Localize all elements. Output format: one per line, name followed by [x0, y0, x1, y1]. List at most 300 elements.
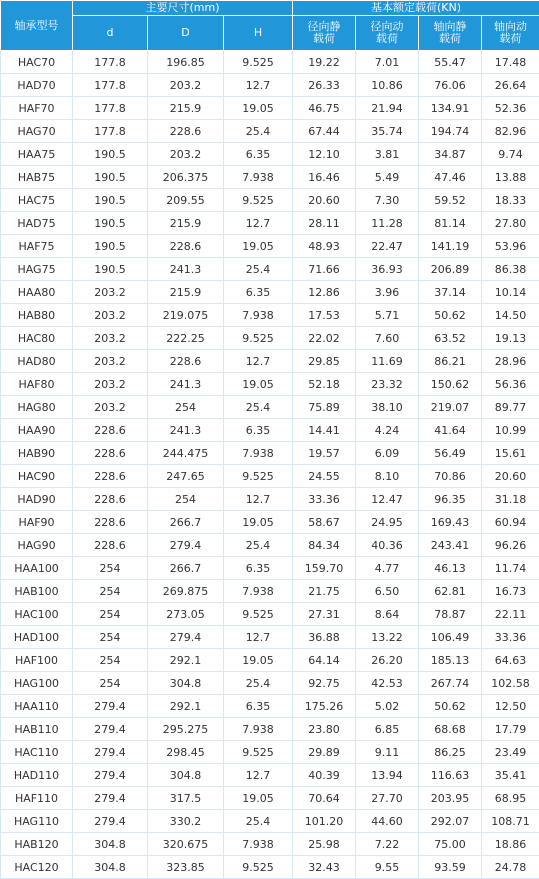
cell-D: 323.85	[148, 856, 224, 879]
cell-radial-static: 25.98	[293, 833, 356, 856]
cell-radial-static: 75.89	[293, 396, 356, 419]
cell-model: HAG70	[1, 120, 73, 143]
cell-d: 203.2	[73, 350, 148, 373]
cell-radial-dynamic: 7.01	[356, 51, 419, 74]
cell-H: 25.4	[224, 120, 293, 143]
table-row	[1, 396, 539, 419]
cell-radial-dynamic: 27.70	[356, 787, 419, 810]
cell-d: 177.8	[73, 120, 148, 143]
cell-radial-static: 29.85	[293, 350, 356, 373]
table-row	[1, 649, 539, 672]
cell-axial-static: 185.13	[419, 649, 482, 672]
cell-H: 25.4	[224, 672, 293, 695]
cell-axial-dynamic: 64.63	[482, 649, 539, 672]
cell-H: 6.35	[224, 281, 293, 304]
cell-axial-dynamic: 11.74	[482, 557, 539, 580]
cell-d: 190.5	[73, 143, 148, 166]
cell-axial-dynamic: 26.64	[482, 74, 539, 97]
cell-radial-dynamic: 38.10	[356, 396, 419, 419]
cell-axial-dynamic: 68.95	[482, 787, 539, 810]
cell-axial-dynamic: 16.73	[482, 580, 539, 603]
table-body	[1, 51, 539, 879]
cell-d: 190.5	[73, 212, 148, 235]
cell-radial-dynamic: 24.95	[356, 511, 419, 534]
cell-model: HAD90	[1, 488, 73, 511]
cell-axial-static: 41.64	[419, 419, 482, 442]
cell-model: HAC100	[1, 603, 73, 626]
cell-radial-dynamic: 4.77	[356, 557, 419, 580]
cell-radial-static: 33.36	[293, 488, 356, 511]
cell-D: 241.3	[148, 419, 224, 442]
cell-axial-static: 243.41	[419, 534, 482, 557]
cell-axial-static: 116.63	[419, 764, 482, 787]
cell-axial-static: 62.81	[419, 580, 482, 603]
cell-d: 190.5	[73, 258, 148, 281]
cell-axial-dynamic: 31.18	[482, 488, 539, 511]
cell-model: HAB100	[1, 580, 73, 603]
cell-radial-dynamic: 4.24	[356, 419, 419, 442]
table-row	[1, 672, 539, 695]
cell-D: 266.7	[148, 511, 224, 534]
cell-D: 241.3	[148, 258, 224, 281]
header-d: d	[73, 16, 148, 51]
cell-D: 279.4	[148, 534, 224, 557]
cell-d: 254	[73, 580, 148, 603]
table-row	[1, 534, 539, 557]
cell-axial-static: 93.59	[419, 856, 482, 879]
cell-model: HAB90	[1, 442, 73, 465]
cell-radial-dynamic: 26.20	[356, 649, 419, 672]
cell-radial-static: 19.57	[293, 442, 356, 465]
table-row	[1, 626, 539, 649]
cell-H: 6.35	[224, 419, 293, 442]
cell-model: HAA110	[1, 695, 73, 718]
cell-D: 292.1	[148, 695, 224, 718]
table-row	[1, 810, 539, 833]
cell-D: 254	[148, 396, 224, 419]
header-axial-dynamic-load: 轴向动 载荷	[482, 16, 539, 51]
cell-model: HAC80	[1, 327, 73, 350]
cell-model: HAB75	[1, 166, 73, 189]
cell-d: 304.8	[73, 856, 148, 879]
cell-axial-static: 56.49	[419, 442, 482, 465]
cell-radial-dynamic: 6.85	[356, 718, 419, 741]
cell-d: 254	[73, 649, 148, 672]
cell-radial-dynamic: 11.69	[356, 350, 419, 373]
cell-model: HAA80	[1, 281, 73, 304]
cell-d: 228.6	[73, 465, 148, 488]
cell-radial-dynamic: 42.53	[356, 672, 419, 695]
cell-model: HAD100	[1, 626, 73, 649]
cell-axial-static: 47.46	[419, 166, 482, 189]
cell-axial-static: 292.07	[419, 810, 482, 833]
cell-axial-static: 86.21	[419, 350, 482, 373]
cell-axial-dynamic: 17.48	[482, 51, 539, 74]
cell-radial-dynamic: 7.30	[356, 189, 419, 212]
cell-H: 7.938	[224, 442, 293, 465]
cell-H: 12.7	[224, 350, 293, 373]
cell-axial-dynamic: 27.80	[482, 212, 539, 235]
cell-H: 19.05	[224, 235, 293, 258]
table-row	[1, 442, 539, 465]
table-row	[1, 189, 539, 212]
cell-axial-static: 81.14	[419, 212, 482, 235]
cell-model: HAF110	[1, 787, 73, 810]
cell-axial-static: 219.07	[419, 396, 482, 419]
cell-d: 279.4	[73, 787, 148, 810]
cell-d: 228.6	[73, 511, 148, 534]
cell-radial-dynamic: 22.47	[356, 235, 419, 258]
table-row	[1, 833, 539, 856]
cell-axial-static: 203.95	[419, 787, 482, 810]
cell-D: 203.2	[148, 143, 224, 166]
cell-axial-dynamic: 22.11	[482, 603, 539, 626]
cell-H: 6.35	[224, 557, 293, 580]
cell-axial-static: 63.52	[419, 327, 482, 350]
cell-radial-static: 14.41	[293, 419, 356, 442]
cell-radial-dynamic: 9.11	[356, 741, 419, 764]
cell-d: 279.4	[73, 810, 148, 833]
cell-radial-dynamic: 5.49	[356, 166, 419, 189]
cell-axial-static: 194.74	[419, 120, 482, 143]
cell-d: 190.5	[73, 189, 148, 212]
cell-radial-static: 26.33	[293, 74, 356, 97]
cell-d: 254	[73, 672, 148, 695]
cell-H: 7.938	[224, 718, 293, 741]
cell-axial-dynamic: 86.38	[482, 258, 539, 281]
cell-d: 177.8	[73, 51, 148, 74]
cell-axial-dynamic: 13.88	[482, 166, 539, 189]
cell-d: 177.8	[73, 97, 148, 120]
cell-axial-dynamic: 35.41	[482, 764, 539, 787]
cell-D: 215.9	[148, 212, 224, 235]
cell-H: 7.938	[224, 580, 293, 603]
cell-axial-static: 55.47	[419, 51, 482, 74]
cell-D: 215.9	[148, 281, 224, 304]
cell-axial-static: 169.43	[419, 511, 482, 534]
cell-radial-dynamic: 3.81	[356, 143, 419, 166]
cell-radial-static: 16.46	[293, 166, 356, 189]
cell-axial-dynamic: 24.78	[482, 856, 539, 879]
cell-axial-static: 96.35	[419, 488, 482, 511]
cell-D: 241.3	[148, 373, 224, 396]
cell-H: 9.525	[224, 465, 293, 488]
cell-d: 190.5	[73, 166, 148, 189]
cell-axial-dynamic: 9.74	[482, 143, 539, 166]
cell-axial-dynamic: 96.26	[482, 534, 539, 557]
cell-model: HAG75	[1, 258, 73, 281]
cell-axial-static: 141.19	[419, 235, 482, 258]
cell-model: HAD110	[1, 764, 73, 787]
cell-model: HAF90	[1, 511, 73, 534]
cell-model: HAC70	[1, 51, 73, 74]
cell-H: 19.05	[224, 97, 293, 120]
cell-d: 228.6	[73, 488, 148, 511]
cell-axial-static: 267.74	[419, 672, 482, 695]
cell-H: 12.7	[224, 488, 293, 511]
cell-d: 304.8	[73, 833, 148, 856]
cell-radial-static: 29.89	[293, 741, 356, 764]
cell-d: 228.6	[73, 419, 148, 442]
cell-axial-static: 134.91	[419, 97, 482, 120]
cell-axial-static: 78.87	[419, 603, 482, 626]
cell-radial-static: 84.34	[293, 534, 356, 557]
cell-radial-dynamic: 13.94	[356, 764, 419, 787]
cell-axial-dynamic: 10.99	[482, 419, 539, 442]
cell-H: 12.7	[224, 626, 293, 649]
table-row	[1, 166, 539, 189]
table-row	[1, 419, 539, 442]
cell-axial-static: 68.68	[419, 718, 482, 741]
cell-axial-dynamic: 18.86	[482, 833, 539, 856]
cell-axial-dynamic: 82.96	[482, 120, 539, 143]
cell-H: 25.4	[224, 258, 293, 281]
cell-D: 320.675	[148, 833, 224, 856]
header-rated-load: 基本额定载荷(KN)	[293, 1, 539, 16]
cell-axial-dynamic: 52.36	[482, 97, 539, 120]
cell-H: 7.938	[224, 833, 293, 856]
table-row	[1, 281, 539, 304]
cell-D: 247.65	[148, 465, 224, 488]
cell-model: HAF70	[1, 97, 73, 120]
cell-D: 206.375	[148, 166, 224, 189]
cell-model: HAG80	[1, 396, 73, 419]
cell-D: 266.7	[148, 557, 224, 580]
table-row	[1, 258, 539, 281]
cell-axial-dynamic: 28.96	[482, 350, 539, 373]
cell-H: 19.05	[224, 373, 293, 396]
cell-radial-dynamic: 7.22	[356, 833, 419, 856]
cell-model: HAG100	[1, 672, 73, 695]
cell-radial-static: 92.75	[293, 672, 356, 695]
cell-radial-dynamic: 40.36	[356, 534, 419, 557]
cell-H: 9.525	[224, 189, 293, 212]
cell-radial-static: 19.22	[293, 51, 356, 74]
cell-model: HAB110	[1, 718, 73, 741]
cell-H: 25.4	[224, 534, 293, 557]
cell-model: HAA75	[1, 143, 73, 166]
cell-H: 6.35	[224, 143, 293, 166]
cell-radial-static: 27.31	[293, 603, 356, 626]
cell-D: 317.5	[148, 787, 224, 810]
cell-axial-static: 50.62	[419, 695, 482, 718]
cell-radial-static: 71.66	[293, 258, 356, 281]
cell-d: 203.2	[73, 373, 148, 396]
cell-D: 209.55	[148, 189, 224, 212]
cell-radial-dynamic: 13.22	[356, 626, 419, 649]
cell-H: 19.05	[224, 649, 293, 672]
cell-H: 9.525	[224, 603, 293, 626]
cell-D: 215.9	[148, 97, 224, 120]
table-row	[1, 212, 539, 235]
table-row	[1, 603, 539, 626]
cell-radial-dynamic: 5.71	[356, 304, 419, 327]
table-row	[1, 511, 539, 534]
cell-H: 7.938	[224, 166, 293, 189]
cell-axial-dynamic: 102.58	[482, 672, 539, 695]
cell-H: 25.4	[224, 810, 293, 833]
header-main-dimensions: 主要尺寸(mm)	[73, 1, 293, 16]
cell-D: 298.45	[148, 741, 224, 764]
cell-axial-static: 59.52	[419, 189, 482, 212]
cell-radial-static: 64.14	[293, 649, 356, 672]
table-row	[1, 74, 539, 97]
cell-model: HAG90	[1, 534, 73, 557]
cell-radial-static: 175.26	[293, 695, 356, 718]
table-row	[1, 787, 539, 810]
cell-model: HAF80	[1, 373, 73, 396]
header-D: D	[148, 16, 224, 51]
cell-D: 304.8	[148, 672, 224, 695]
cell-model: HAC75	[1, 189, 73, 212]
cell-axial-dynamic: 33.36	[482, 626, 539, 649]
cell-axial-static: 86.25	[419, 741, 482, 764]
cell-radial-static: 32.43	[293, 856, 356, 879]
cell-axial-dynamic: 12.50	[482, 695, 539, 718]
cell-d: 177.8	[73, 74, 148, 97]
header-H: H	[224, 16, 293, 51]
table-row	[1, 51, 539, 74]
cell-axial-static: 150.62	[419, 373, 482, 396]
cell-model: HAD70	[1, 74, 73, 97]
cell-radial-dynamic: 7.60	[356, 327, 419, 350]
cell-radial-static: 101.20	[293, 810, 356, 833]
cell-model: HAB120	[1, 833, 73, 856]
cell-axial-static: 206.89	[419, 258, 482, 281]
cell-axial-dynamic: 56.36	[482, 373, 539, 396]
cell-d: 203.2	[73, 327, 148, 350]
cell-radial-dynamic: 5.02	[356, 695, 419, 718]
cell-D: 219.075	[148, 304, 224, 327]
cell-radial-static: 21.75	[293, 580, 356, 603]
table-row	[1, 580, 539, 603]
cell-d: 190.5	[73, 235, 148, 258]
cell-axial-static: 75.00	[419, 833, 482, 856]
cell-radial-dynamic: 9.55	[356, 856, 419, 879]
cell-model: HAC120	[1, 856, 73, 879]
cell-axial-dynamic: 89.77	[482, 396, 539, 419]
cell-D: 228.6	[148, 350, 224, 373]
cell-model: HAD80	[1, 350, 73, 373]
table-row	[1, 97, 539, 120]
cell-radial-static: 22.02	[293, 327, 356, 350]
cell-radial-dynamic: 10.86	[356, 74, 419, 97]
cell-d: 279.4	[73, 764, 148, 787]
cell-radial-static: 23.80	[293, 718, 356, 741]
cell-radial-dynamic: 3.96	[356, 281, 419, 304]
table-row	[1, 350, 539, 373]
cell-radial-dynamic: 12.47	[356, 488, 419, 511]
cell-radial-static: 12.10	[293, 143, 356, 166]
cell-radial-static: 48.93	[293, 235, 356, 258]
cell-radial-static: 12.86	[293, 281, 356, 304]
cell-axial-dynamic: 15.61	[482, 442, 539, 465]
cell-H: 9.525	[224, 741, 293, 764]
cell-d: 279.4	[73, 718, 148, 741]
cell-H: 12.7	[224, 74, 293, 97]
cell-model: HAD75	[1, 212, 73, 235]
table-row	[1, 741, 539, 764]
table-row	[1, 373, 539, 396]
table-row	[1, 488, 539, 511]
cell-radial-static: 46.75	[293, 97, 356, 120]
cell-radial-dynamic: 21.94	[356, 97, 419, 120]
cell-model: HAB80	[1, 304, 73, 327]
cell-radial-static: 36.88	[293, 626, 356, 649]
table-row	[1, 304, 539, 327]
cell-d: 279.4	[73, 741, 148, 764]
cell-radial-dynamic: 6.50	[356, 580, 419, 603]
cell-d: 254	[73, 557, 148, 580]
cell-D: 295.275	[148, 718, 224, 741]
cell-axial-dynamic: 20.60	[482, 465, 539, 488]
cell-axial-dynamic: 60.94	[482, 511, 539, 534]
cell-radial-dynamic: 44.60	[356, 810, 419, 833]
cell-d: 203.2	[73, 281, 148, 304]
cell-radial-dynamic: 8.10	[356, 465, 419, 488]
cell-D: 273.05	[148, 603, 224, 626]
cell-radial-static: 159.70	[293, 557, 356, 580]
cell-axial-static: 76.06	[419, 74, 482, 97]
cell-D: 279.4	[148, 626, 224, 649]
cell-H: 25.4	[224, 396, 293, 419]
cell-d: 203.2	[73, 304, 148, 327]
table-row	[1, 465, 539, 488]
cell-model: HAF75	[1, 235, 73, 258]
cell-D: 203.2	[148, 74, 224, 97]
table-row	[1, 235, 539, 258]
cell-axial-static: 70.86	[419, 465, 482, 488]
header-radial-dynamic-load: 径向动 载荷	[356, 16, 419, 51]
table-row	[1, 718, 539, 741]
cell-radial-dynamic: 23.32	[356, 373, 419, 396]
header-model: 轴承型号	[1, 1, 73, 51]
cell-model: HAA100	[1, 557, 73, 580]
cell-H: 6.35	[224, 695, 293, 718]
cell-D: 292.1	[148, 649, 224, 672]
cell-radial-static: 20.60	[293, 189, 356, 212]
cell-H: 12.7	[224, 764, 293, 787]
cell-radial-static: 40.39	[293, 764, 356, 787]
cell-H: 9.525	[224, 856, 293, 879]
cell-d: 228.6	[73, 442, 148, 465]
cell-model: HAC110	[1, 741, 73, 764]
cell-axial-dynamic: 18.33	[482, 189, 539, 212]
cell-H: 19.05	[224, 511, 293, 534]
cell-H: 9.525	[224, 51, 293, 74]
table-row	[1, 120, 539, 143]
cell-radial-static: 28.11	[293, 212, 356, 235]
cell-axial-static: 106.49	[419, 626, 482, 649]
cell-axial-dynamic: 19.13	[482, 327, 539, 350]
cell-H: 9.525	[224, 327, 293, 350]
cell-radial-static: 17.53	[293, 304, 356, 327]
cell-radial-dynamic: 11.28	[356, 212, 419, 235]
cell-d: 254	[73, 626, 148, 649]
cell-D: 228.6	[148, 235, 224, 258]
cell-D: 228.6	[148, 120, 224, 143]
cell-model: HAG110	[1, 810, 73, 833]
cell-radial-static: 24.55	[293, 465, 356, 488]
cell-axial-static: 46.13	[419, 557, 482, 580]
cell-axial-dynamic: 10.14	[482, 281, 539, 304]
cell-axial-static: 37.14	[419, 281, 482, 304]
table-row	[1, 327, 539, 350]
cell-H: 19.05	[224, 787, 293, 810]
cell-D: 330.2	[148, 810, 224, 833]
cell-D: 269.875	[148, 580, 224, 603]
cell-radial-dynamic: 35.74	[356, 120, 419, 143]
